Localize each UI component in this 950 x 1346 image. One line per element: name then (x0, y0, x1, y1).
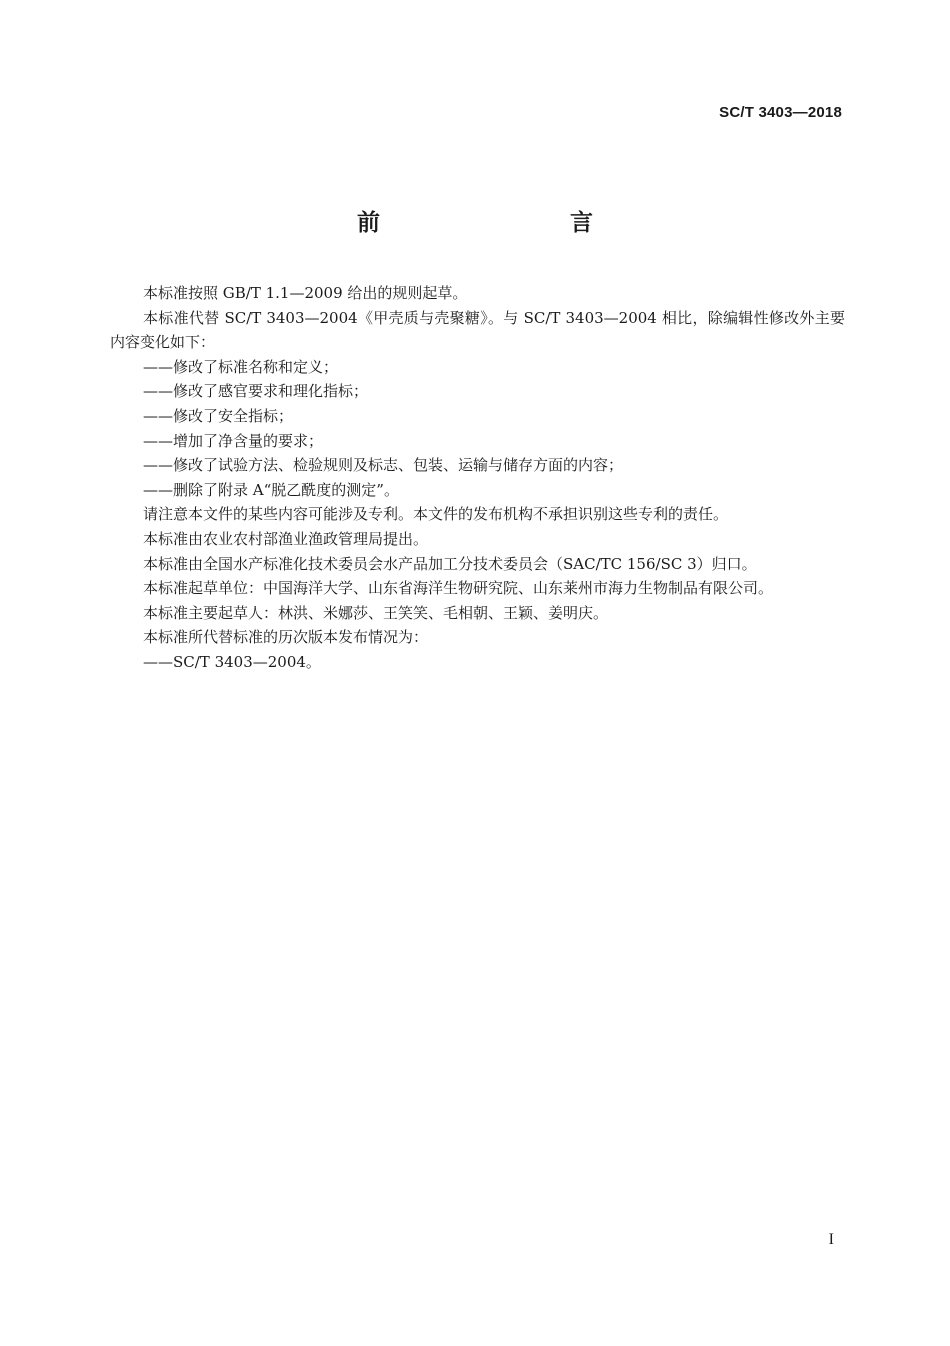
change-item-safety: ——修改了安全指标； (143, 406, 294, 425)
change-item-sensory-physicochemical: ——修改了感官要求和理化指标； (143, 382, 369, 401)
paragraph-drafters: 本标准主要起草人：林洪、米娜莎、王笑笑、毛相朝、王颖、姜明庆。 (143, 603, 609, 622)
change-item-name-definition: ——修改了标准名称和定义； (143, 357, 339, 376)
paragraph-replacement: 本标准代替 SC/T 3403—2004《甲壳质与壳聚糖》。与 SC/T 3403—2004 相比，除编辑性修改外主要内容变化如下： (110, 308, 845, 352)
foreword-body (110, 281, 845, 675)
paragraph-previous-editions: 本标准所代替标准的历次版本发布情况为： (143, 628, 429, 647)
standard-code: SC/T 3403—2018 (719, 104, 842, 121)
paragraph-technical-committee: 本标准由全国水产标准化技术委员会水产品加工分技术委员会（SAC/TC 156/SC 3）归口。 (143, 554, 757, 573)
paragraph-drafting-units: 本标准起草单位：中国海洋大学、山东省海洋生物研究院、山东莱州市海力生物制品有限公司。 (143, 579, 774, 598)
change-item-net-content: ——增加了净含量的要求； (143, 431, 324, 450)
change-item-annex-removed: ——删除了附录 A“脱乙酰度的测定”。 (143, 480, 399, 499)
paragraph-patent-notice: 请注意本文件的某些内容可能涉及专利。本文件的发布机构不承担识别这些专利的责任。 (143, 505, 729, 524)
page-number: I (828, 1231, 834, 1248)
page-title: 前 言 (357, 210, 641, 236)
paragraph-drafting-rules: 本标准按照 GB/T 1.1—2009 给出的规则起草。 (143, 284, 468, 302)
change-item-test-methods: ——修改了试验方法、检验规则及标志、包装、运输与储存方面的内容； (143, 456, 624, 475)
previous-edition-item: ——SC/T 3403—2004。 (143, 652, 321, 671)
paragraph-proposed-by: 本标准由农业农村部渔业渔政管理局提出。 (143, 529, 429, 548)
